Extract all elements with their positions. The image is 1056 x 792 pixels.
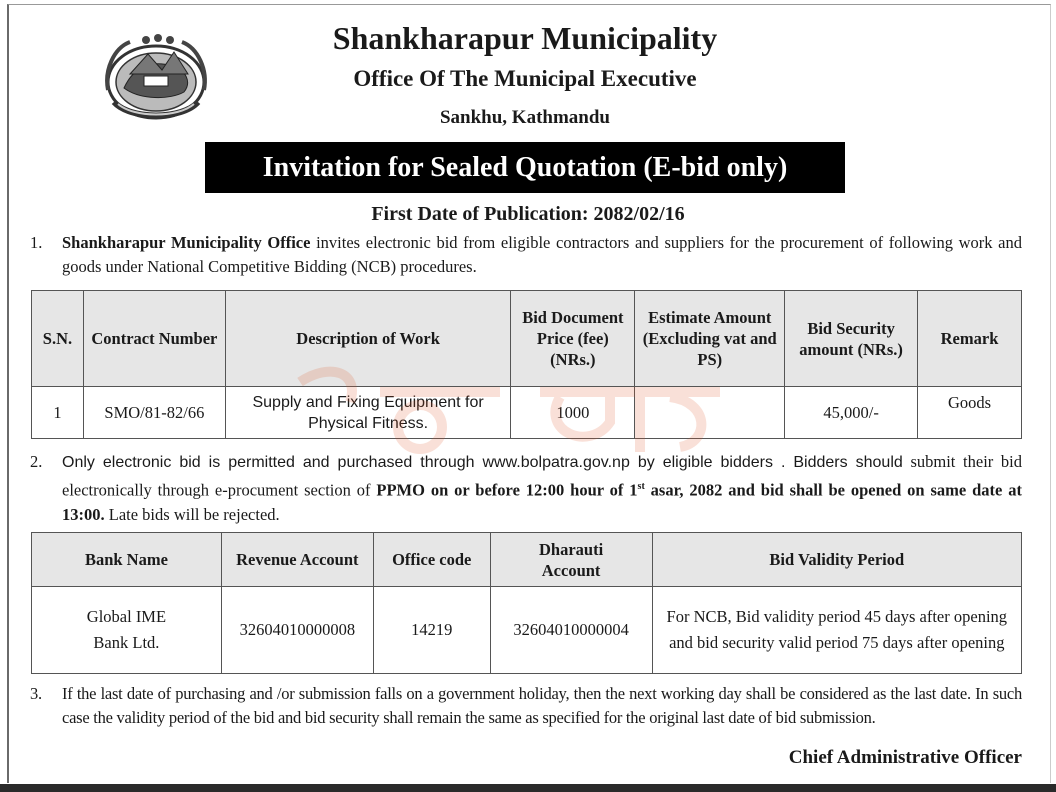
notice-title: Invitation for Sealed Quotation (E-bid only) [205, 142, 845, 193]
paragraph-number: 2. [30, 452, 43, 471]
table-header-row [32, 533, 1022, 587]
org-name: Shankharapur Municipality [332, 20, 718, 56]
paragraph-number: 3. [30, 684, 42, 703]
paragraph-1 [30, 231, 1022, 279]
header-cell: Remark [918, 291, 1022, 387]
header-cell: Description of Work [225, 291, 511, 387]
table-cell: 32604010000004 [490, 587, 652, 674]
header-cell: Bid Document Price (fee) (NRs.) [511, 291, 635, 387]
paragraph-2-text-c: Late bids will be rejected. [104, 504, 280, 524]
paragraph-2-bold-b: PPMO on or before 12:00 hour of 1 [376, 480, 638, 500]
header-cell: Office code [373, 533, 490, 587]
header-cell: Bid Validity Period [652, 533, 1021, 587]
paragraph-2-text-a: Only electronic bid is permitted and purchased through www.bolpatra.gov.np by eligible bidders . Bidders should [62, 454, 903, 471]
paragraph-2-text-b: submit their bid electronically through e-procument section of [62, 452, 1023, 500]
table-cell: 32604010000008 [221, 587, 373, 674]
header-cell: Estimate Amount (Excluding vat and PS) [635, 291, 785, 387]
location: Sankhu, Kathmandu [439, 107, 611, 128]
table-cell: Supply and Fixing Equipment for Physical Fitness. [225, 387, 511, 439]
table-cell: Global IME Bank Ltd. [32, 587, 222, 674]
table-cell: For NCB, Bid validity period 45 days after opening and bid security valid period 75 days after opening [652, 587, 1021, 674]
table-cell: 14219 [373, 587, 490, 674]
org-office-lead: Shankharapur Municipality Office [62, 233, 311, 252]
table-cell: 45,000/- [785, 387, 918, 439]
table-cell: 1000 [511, 387, 635, 439]
office-name: Office Of The Municipal Executive [353, 66, 697, 91]
table-cell: 1 [32, 387, 84, 439]
publication-date: First Date of Publication: 2082/02/16 [371, 203, 685, 225]
header-cell: Dharauti Account [490, 533, 652, 587]
header-cell: Bank Name [32, 533, 222, 587]
paragraph-2 [30, 450, 1022, 527]
contract-table [31, 290, 1022, 439]
table-header-row [32, 291, 1022, 387]
table-row [32, 387, 1022, 439]
paragraph-number: 1. [30, 233, 43, 252]
paragraph-3-text: If the last date of purchasing and /or submission falls on a government holiday, then the next working day shall be considered as the last date. In such case the validity period of the bid and bid security shall remain the same as specified for the original last date of bid submission. [62, 684, 1022, 727]
paragraph-3 [30, 682, 1022, 730]
paragraph-2-bold-c: asar, 2082 and bid shall be opened on same date at 13:00. [62, 480, 1022, 524]
table-row [32, 587, 1022, 674]
table-cell: Goods [918, 387, 1022, 439]
header-cell: Revenue Account [221, 533, 373, 587]
table-cell [635, 387, 785, 439]
header-cell: S.N. [32, 291, 84, 387]
bottom-bar [0, 784, 1056, 792]
table-cell: SMO/81-82/66 [83, 387, 225, 439]
ordinal-suffix: st [637, 481, 645, 492]
paragraph-1-text: invites electronic bid from eligible contractors and suppliers for the procurement of following work and goods under National Competitive Bidding (NCB) procedures. [62, 233, 1022, 276]
header-cell: Contract Number [83, 291, 225, 387]
signoff: Chief Administrative Officer [788, 747, 1022, 768]
header-cell: Bid Security amount (NRs.) [785, 291, 918, 387]
bank-table [31, 532, 1022, 674]
